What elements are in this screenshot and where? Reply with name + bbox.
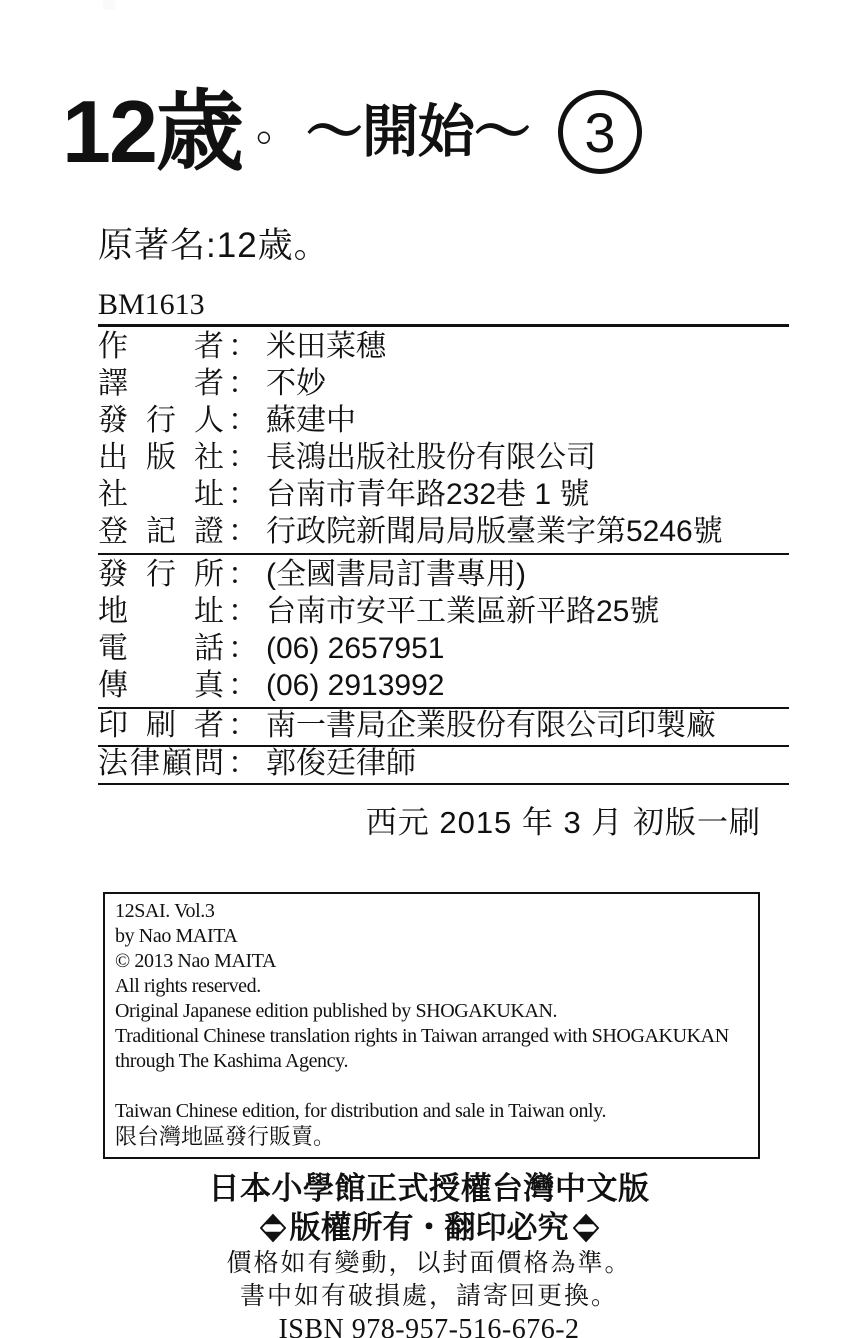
license-line: Traditional Chinese translation rights in Taiwan arranged with SHOGAKUKAN — [115, 1025, 729, 1047]
footer — [98, 1169, 760, 1338]
row-value: 台南市安平工業區新平路25號 — [266, 595, 660, 628]
row-separator: ： — [228, 441, 258, 474]
row-value: 米田菜穗 — [266, 330, 386, 363]
row-legal-advisor — [98, 747, 789, 781]
authorization-line: 日本小學館正式授權台灣中文版 — [208, 1171, 650, 1206]
row-value: 行政院新聞局局版臺業字第5246號 — [266, 515, 723, 548]
row-separator: ： — [228, 669, 258, 702]
license-line-cjk: 限台灣地區發行販賣。 — [115, 1124, 336, 1149]
row-distributor — [98, 556, 789, 593]
title-period: 。 — [255, 101, 300, 150]
license-line-blank — [115, 1074, 754, 1099]
title-main: 12歳 — [62, 82, 242, 181]
price-note: 價格如有變動，以封面價格為準。 — [226, 1250, 632, 1277]
row-label: 譯 者 — [98, 367, 224, 400]
row-separator: ： — [228, 558, 258, 591]
license-line: Original Japanese edition published by SHOGAKUKAN. — [115, 1000, 558, 1022]
printer-section — [98, 709, 789, 745]
row-publisher — [98, 439, 789, 476]
row-value: (全國書局訂書專用) — [266, 558, 526, 591]
book-code: BM1613 — [98, 288, 205, 321]
row-value: (06) 2913992 — [266, 669, 445, 702]
row-separator: ： — [228, 367, 258, 400]
row-author — [98, 328, 789, 365]
scan-artifact — [103, 0, 115, 10]
edition-date: 西元 2015 年 3 月 初版一刷 — [365, 805, 761, 840]
book-title — [62, 82, 867, 181]
row-printer — [98, 709, 789, 743]
row-separator: ： — [228, 595, 258, 628]
row-separator: ： — [228, 478, 258, 511]
volume-number-badge: 3 — [558, 90, 642, 174]
row-fax — [98, 667, 789, 704]
license-line: Taiwan Chinese edition, for distribution and sale in Taiwan only. — [115, 1100, 607, 1122]
row-label: 出 版 社 — [98, 441, 224, 474]
license-line: All rights reserved. — [115, 975, 261, 997]
distribution-section — [98, 555, 789, 707]
copyright-text: 版權所有・翻印必究 — [289, 1210, 569, 1245]
row-separator: ： — [228, 330, 258, 363]
row-label: 法 律 顧 問 — [98, 747, 224, 780]
copyright-line — [98, 1209, 760, 1247]
row-telephone — [98, 630, 789, 667]
row-value: 不妙 — [266, 367, 326, 400]
row-address — [98, 593, 789, 630]
diamond-icon — [260, 1213, 286, 1243]
row-company-address — [98, 476, 789, 513]
row-value: (06) 2657951 — [266, 632, 445, 665]
row-issuer — [98, 402, 789, 439]
diamond-icon — [573, 1213, 599, 1243]
license-line: through The Kashima Agency. — [115, 1050, 349, 1072]
license-line: by Nao MAITA — [115, 925, 238, 947]
damage-note: 書中如有破損處，請寄回更換。 — [239, 1283, 618, 1310]
row-separator: ： — [228, 709, 258, 742]
row-label: 地 址 — [98, 595, 224, 628]
row-translator — [98, 365, 789, 402]
row-label: 印 刷 者 — [98, 709, 224, 742]
row-separator: ： — [228, 515, 258, 548]
license-line: 12SAI. Vol.3 — [115, 900, 215, 922]
row-label: 發 行 人 — [98, 404, 224, 437]
row-value: 長鴻出版社股份有限公司 — [266, 441, 596, 474]
original-title: 原著名:12歳。 — [98, 226, 330, 265]
row-label: 作 者 — [98, 330, 224, 363]
row-label: 登 記 證 — [98, 515, 224, 548]
license-line: © 2013 Nao MAITA — [115, 950, 277, 972]
row-label: 傳 真 — [98, 669, 224, 702]
publisher-info-section — [98, 327, 789, 553]
row-value: 郭俊廷律師 — [266, 747, 416, 780]
row-separator: ： — [228, 632, 258, 665]
row-value: 台南市青年路232巷 1 號 — [266, 478, 590, 511]
row-value: 蘇建中 — [266, 404, 356, 437]
row-label: 社 址 — [98, 478, 224, 511]
isbn: ISBN 978-957-516-676-2 — [278, 1314, 580, 1338]
row-separator: ： — [228, 404, 258, 437]
row-registration — [98, 513, 789, 550]
row-label: 電 話 — [98, 632, 224, 665]
license-box — [103, 892, 760, 1159]
row-value: 南一書局企業股份有限公司印製廠 — [266, 709, 716, 742]
title-subtitle: ～開始～ — [305, 99, 530, 164]
row-separator: ： — [228, 747, 258, 780]
row-label: 發 行 所 — [98, 558, 224, 591]
legal-advisor-section — [98, 747, 789, 783]
